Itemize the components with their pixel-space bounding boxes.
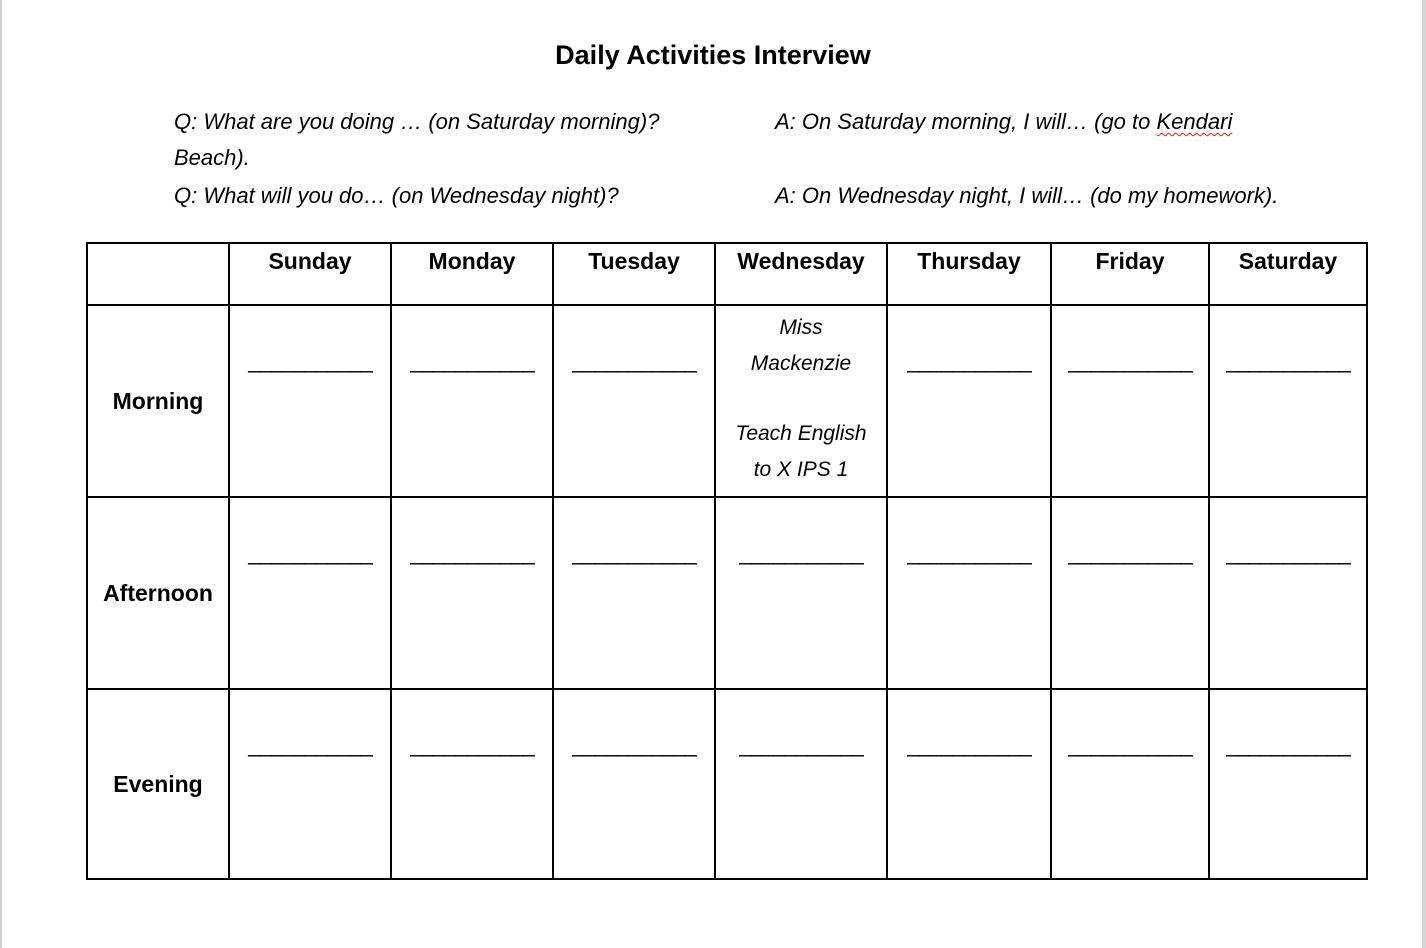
schedule-table <box>86 242 1368 880</box>
cell-wednesday-morning[interactable] <box>715 305 887 497</box>
page-left-edge <box>0 0 2 948</box>
cell-saturday-morning[interactable] <box>1209 305 1367 497</box>
cell-monday-afternoon[interactable] <box>391 497 553 689</box>
row-evening <box>87 689 1367 879</box>
cell-tuesday-morning[interactable] <box>553 305 715 497</box>
cell-wednesday-evening[interactable] <box>715 689 887 879</box>
spellcheck-word: Kendari <box>1156 109 1233 134</box>
blank-line: ___________ <box>739 733 863 757</box>
cell-friday-morning[interactable] <box>1051 305 1209 497</box>
wednesday-morning-entry <box>716 306 886 488</box>
period-label-afternoon: Afternoon <box>87 497 229 689</box>
cell-thursday-evening[interactable] <box>887 689 1051 879</box>
cell-sunday-afternoon[interactable] <box>229 497 391 689</box>
blank-line: ___________ <box>572 733 696 757</box>
entry-activity-line-2: to X IPS 1 <box>753 458 849 481</box>
entry-name-line-2: Mackenzie <box>750 352 852 375</box>
cell-thursday-morning[interactable] <box>887 305 1051 497</box>
blank-line: ___________ <box>1068 349 1192 373</box>
blank-line: ___________ <box>907 541 1031 565</box>
blank-line: ___________ <box>572 541 696 565</box>
blank-line: ___________ <box>1226 733 1350 757</box>
cell-wednesday-afternoon[interactable] <box>715 497 887 689</box>
page-title: Daily Activities Interview <box>555 40 871 70</box>
cell-thursday-afternoon[interactable] <box>887 497 1051 689</box>
cell-tuesday-afternoon[interactable] <box>553 497 715 689</box>
example-answer-1-text: A: On Saturday morning, I will… (go to <box>775 109 1157 134</box>
blank-line: ___________ <box>248 349 372 373</box>
example-answer-1 <box>775 104 1232 140</box>
cell-monday-morning[interactable] <box>391 305 553 497</box>
blank-line: ___________ <box>907 349 1031 373</box>
cell-saturday-evening[interactable] <box>1209 689 1367 879</box>
cell-sunday-morning[interactable] <box>229 305 391 497</box>
blank-line: ___________ <box>248 733 372 757</box>
example-question-2: Q: What will you do… (on Wednesday night)? <box>174 183 619 208</box>
cell-friday-evening[interactable] <box>1051 689 1209 879</box>
day-header-thursday: Thursday <box>887 243 1051 305</box>
blank-line: ___________ <box>410 541 534 565</box>
example-answer-2: A: On Wednesday night, I will… (do my homework). <box>775 183 1279 208</box>
cell-sunday-evening[interactable] <box>229 689 391 879</box>
period-label-morning: Morning <box>87 305 229 497</box>
blank-line: ___________ <box>739 541 863 565</box>
row-morning <box>87 305 1367 497</box>
day-header-saturday: Saturday <box>1209 243 1367 305</box>
example-answer-1-continuation: Beach). <box>174 145 250 170</box>
day-header-friday: Friday <box>1051 243 1209 305</box>
row-afternoon <box>87 497 1367 689</box>
day-header-wednesday: Wednesday <box>715 243 887 305</box>
blank-line: ___________ <box>572 349 696 373</box>
period-label-evening: Evening <box>87 689 229 879</box>
blank-line: ___________ <box>1068 541 1192 565</box>
day-header-sunday: Sunday <box>229 243 391 305</box>
cell-monday-evening[interactable] <box>391 689 553 879</box>
blank-line: ___________ <box>1226 349 1350 373</box>
blank-line: ___________ <box>1068 733 1192 757</box>
blank-line: ___________ <box>410 349 534 373</box>
entry-name-line-1: Miss <box>779 316 823 339</box>
example-question-1: Q: What are you doing … (on Saturday morning)? <box>174 109 660 134</box>
header-row <box>87 243 1367 305</box>
corner-cell <box>87 243 229 305</box>
day-header-monday: Monday <box>391 243 553 305</box>
day-header-tuesday: Tuesday <box>553 243 715 305</box>
cell-tuesday-evening[interactable] <box>553 689 715 879</box>
blank-line: ___________ <box>410 733 534 757</box>
blank-line: ___________ <box>907 733 1031 757</box>
blank-line: ___________ <box>248 541 372 565</box>
page-right-edge <box>1422 0 1426 948</box>
entry-activity-line-1: Teach English <box>735 422 867 445</box>
cell-saturday-afternoon[interactable] <box>1209 497 1367 689</box>
cell-friday-afternoon[interactable] <box>1051 497 1209 689</box>
blank-line: ___________ <box>1226 541 1350 565</box>
